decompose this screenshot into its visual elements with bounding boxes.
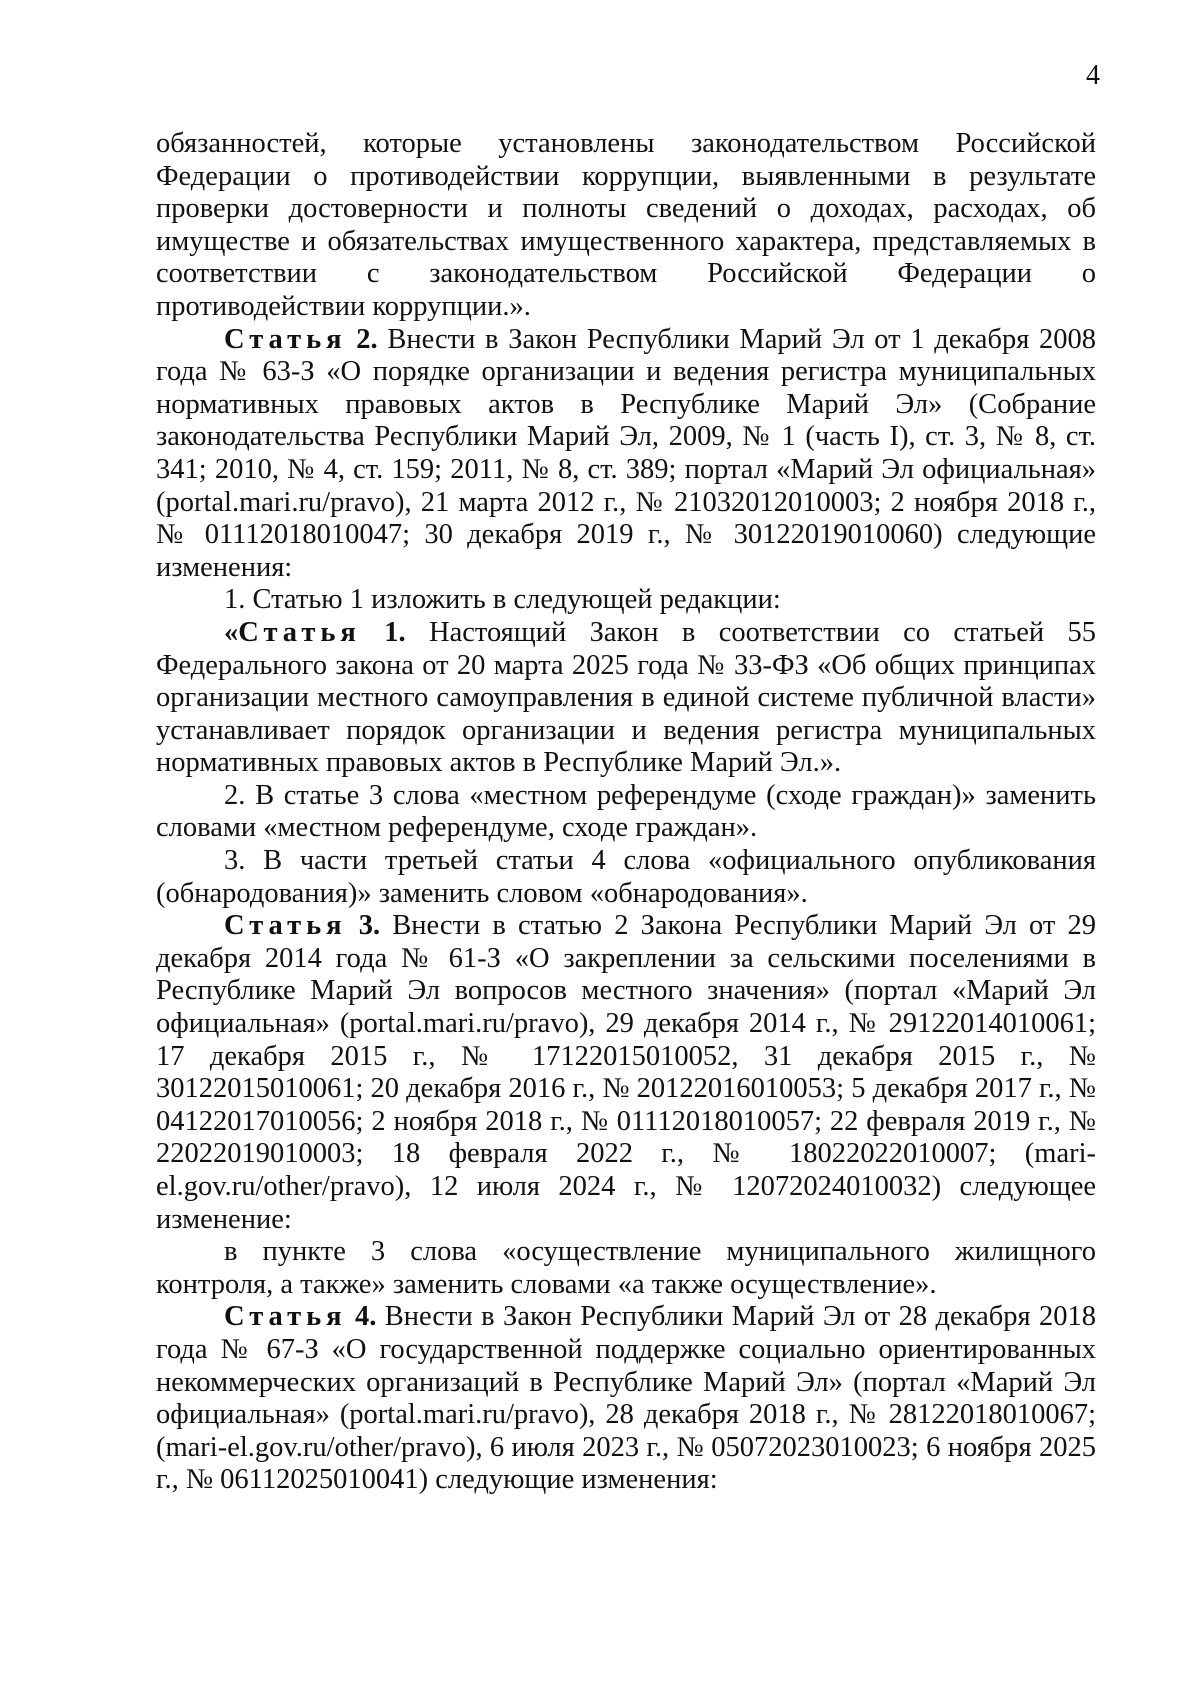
document-body — [156, 128, 1096, 1497]
paragraph-text: Настоящий Закон в соответствии со статьей 55 Федерального закона от 20 марта 2025 года № 33-ФЗ «Об общих принципах организации местного самоуправления в единой системе публичной власти» устанавливает порядок организации и ведения регистра муниципальных нормативных правовых актов в Республике Марий Эл.». — [156, 616, 1097, 779]
paragraph-text: в пункте 3 слова «осуществление муниципального жилищного контроля, а также» заменить словами «а также осуществление». — [156, 1236, 1096, 1300]
article-label: Статья — [224, 323, 347, 355]
article-3-paragraph — [156, 910, 1096, 1236]
article-label: Статья — [238, 616, 361, 648]
article-label: Статья — [224, 1301, 347, 1333]
page-number: 4 — [1086, 60, 1100, 91]
article-number: 1. — [384, 616, 406, 648]
amendment-item-3 — [156, 845, 1096, 910]
paragraph-text: 2. В статье 3 слова «местном референдуме (сходе граждан)» заменить словами «местном референдуме, сходе граждан». — [156, 779, 1096, 844]
paragraph-text: Внести в статью 2 Закона Республики Марий Эл от 29 декабря 2014 года № 61-З «О закреплении за сельскими поселениями в Республике Марий Эл вопросов местного значения» (портал «Марий Эл официальная» (portal.mari.ru/pravo), 29 декабря 2014 г., № 29122014010061; 17 декабря 2015 г., № 17122015010052, 31 декабря 2015 г., № 30122015010061; 20 декабря 2016 г., № 20122016010053; 5 декабря 2017 г., № 04122017010056; 2 ноября 2018 г., № 01112018010057; 22 февраля 2019 г., № 22022019010003; 18 февраля 2022 г., № 18022022010007; (mari-el.gov.ru/other/pravo), 12 июля 2024 г., № 12072024010032) следующее изменение: — [156, 910, 1097, 1235]
amendment-item-1 — [156, 584, 1096, 617]
amendment-item-2 — [156, 780, 1096, 845]
paragraph-text: 3. В части третьей статьи 4 слова «официального опубликования (обнародования)» заменить словом «обнародования». — [156, 845, 1096, 909]
paragraph-text: обязанностей, которые установлены законодательством Российской Федерации о противодействии коррупции, выявленными в результате проверки достоверности и полноты сведений о доходах, расходах, об имуществе и обязательствах имущественного характера, представляемых в соответствии с законодательством Российской Федерации о противодействии коррупции.». — [156, 128, 1096, 322]
article-4-paragraph — [156, 1301, 1096, 1497]
article-3-amendment — [156, 1236, 1096, 1301]
article-number: 2. — [356, 323, 378, 355]
article-number: 3. — [358, 910, 381, 942]
quoted-article-1-paragraph — [156, 617, 1096, 780]
quote-open-mark: « — [224, 616, 239, 648]
paragraph-text: 1. Статью 1 изложить в следующей редакции: — [224, 584, 781, 616]
paragraph-text: Внести в Закон Республики Марий Эл от 28 декабря 2018 года № 67-З «О государственной поддержке социально ориентированных некоммерческих организаций в Республике Марий Эл» (портал «Марий Эл официальная» (portal.mari.ru/pravo), 28 декабря 2018 г., № 28122018010067; (mari-el.gov.ru/other/pravo), 6 июля 2023 г., № 05072023010023; 6 ноября 2025 г., № 06112025010041) следующие изменения: — [156, 1301, 1097, 1496]
paragraph-continuation — [156, 128, 1096, 324]
paragraph-text: Внести в Закон Республики Марий Эл от 1 декабря 2008 года № 63-З «О порядке организации и ведения регистра муниципальных нормативных правовых актов в Республике Марий Эл» (Собрание законодательства Республики Марий Эл, 2009, № 1 (часть I), ст. 3, № 8, ст. 341; 2010, № 4, ст. 159; 2011, № 8, ст. 389; портал «Марий Эл официальная» (portal.mari.ru/pravo), 21 марта 2012 г., № 21032012010003; 2 ноября 2018 г., № 01112018010047; 30 декабря 2019 г., № 30122019010060) следующие изменения: — [156, 323, 1097, 583]
article-2-paragraph — [156, 324, 1096, 585]
article-number: 4. — [354, 1301, 377, 1333]
article-label: Статья — [224, 910, 347, 942]
